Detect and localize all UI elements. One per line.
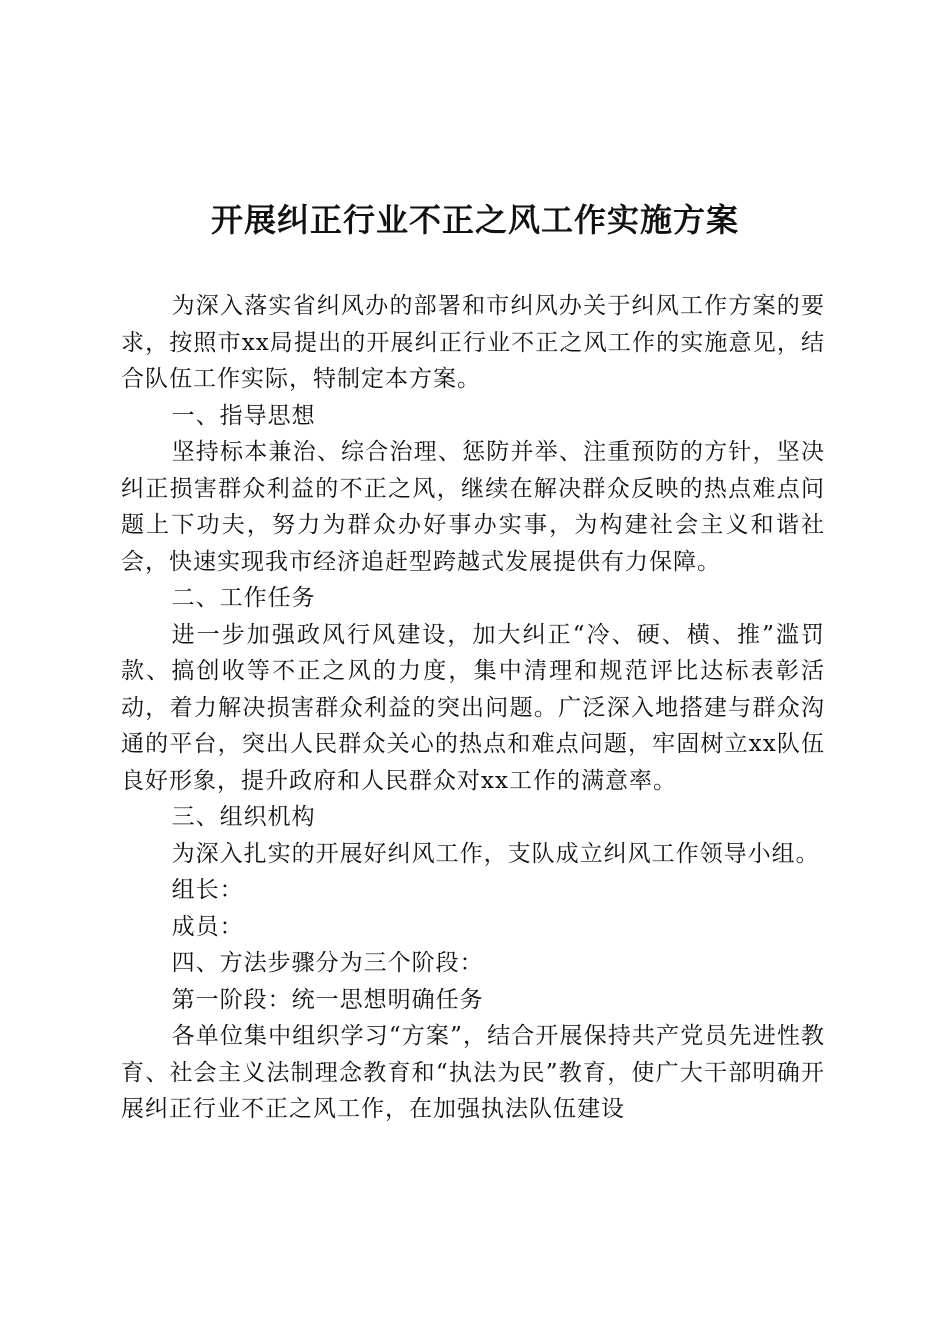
intro-paragraph: 为深入落实省纠风办的部署和市纠风办关于纠风工作方案的要求，按照市xx局提出的开展纠正行业不正之风工作的实施意见，结合队伍工作实际，特制定本方案。	[121, 293, 825, 392]
section-heading-tasks: 二、工作任务	[171, 585, 316, 611]
group-members-line: 成员：	[171, 913, 244, 940]
section-heading-organization: 三、组织机构	[171, 804, 316, 830]
section-heading-guiding-thought: 一、指导思想	[171, 402, 316, 429]
section-paragraph-guiding-thought: 坚持标本兼治、综合治理、惩防并举、注重预防的方针，坚决纠正损害群众利益的不正之风，继续在解决群众反映的热点难点问题上下功夫，努力为群众办好事办实事，为构建社会主义和谐社会，快速实现我市经济追赶型跨越式发展提供有力保障。	[121, 439, 825, 575]
stage-one-title: 第一阶段：统一思想明确任务	[171, 986, 484, 1013]
section-heading-steps: 四、方法步骤分为三个阶段：	[171, 950, 484, 976]
stage-one-paragraph: 各单位集中组织学习“方案”，结合开展保持共产党员先进性教育、社会主义法制理念教育和“执法为民”教育，使广大干部明确开展纠正行业不正之风工作，在加强执法队伍建设	[121, 1023, 825, 1122]
section-paragraph-organization: 为深入扎实的开展好纠风工作，支队成立纠风工作领导小组。	[171, 840, 820, 867]
group-leader-line: 组长：	[171, 877, 244, 903]
section-paragraph-tasks: 进一步加强政风行风建设，加大纠正“冷、硬、横、推”滥罚款、搞创收等不正之风的力度，集中清理和规范评比达标表彰活动，着力解决损害群众利益的突出问题。广泛深入地搭建与群众沟通的平台，突出人民群众关心的热点和难点问题，牢固树立xx队伍良好形象，提升政府和人民群众对xx工作的满意率。	[121, 621, 825, 794]
document-body	[121, 288, 825, 1128]
document-title: 开展纠正行业不正之风工作实施方案	[210, 201, 739, 239]
